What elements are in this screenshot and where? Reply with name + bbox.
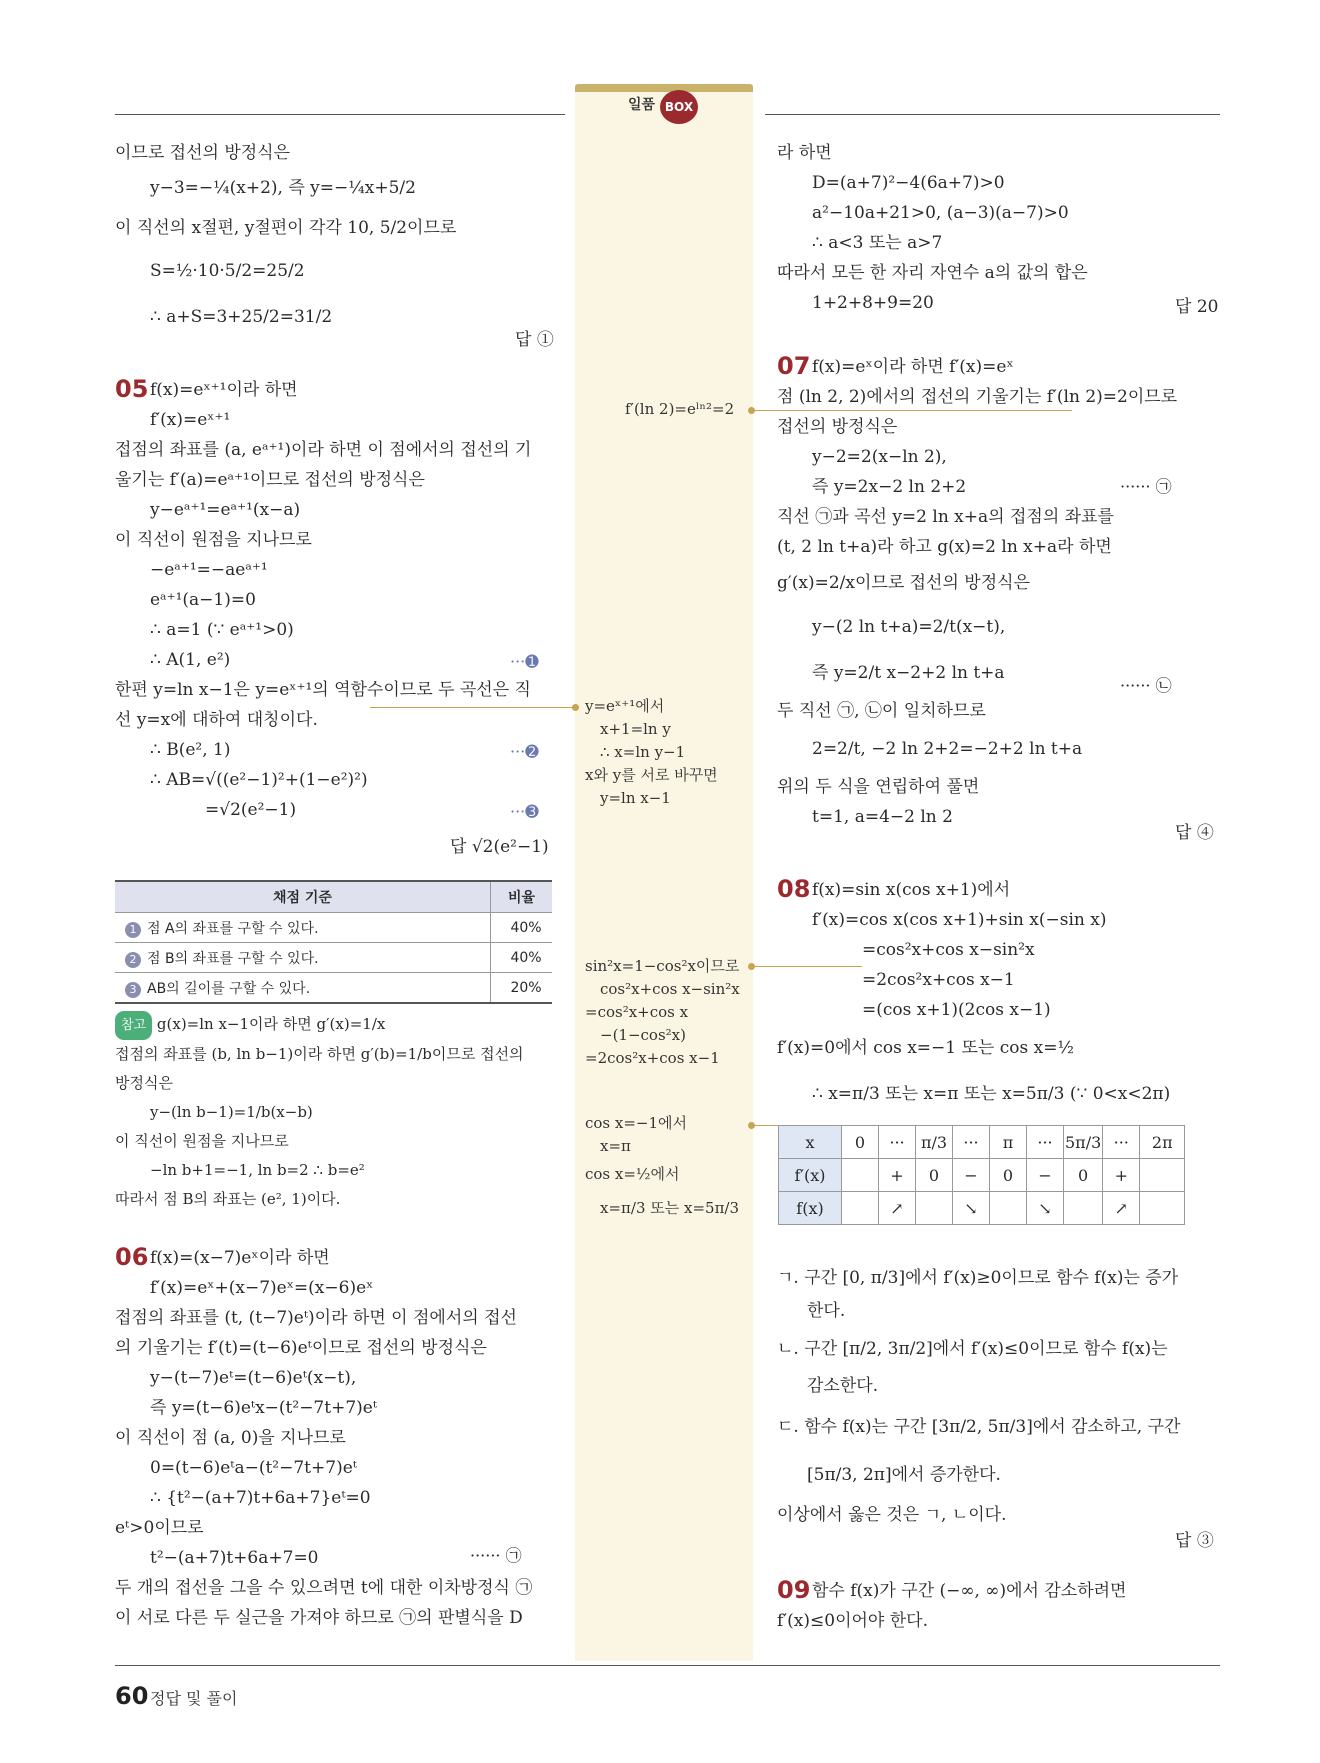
leader-line — [370, 707, 574, 708]
side-note-line: f′(ln 2)=eˡⁿ²=2 — [625, 400, 735, 418]
text-line: f(x)=eˣ이라 하면 f′(x)=eˣ — [812, 357, 1014, 377]
problem-number-09: 09 — [777, 1576, 811, 1604]
left-column — [115, 138, 560, 340]
table-cell: ↗ — [1103, 1192, 1140, 1225]
answer-08: 답 ③ — [1175, 1531, 1214, 1551]
table-cell: 0 — [842, 1126, 879, 1159]
text-line: 함수 f(x)가 구간 (−∞, ∞)에서 감소하려면 — [812, 1581, 1127, 1601]
text-line: ㄷ. 함수 f(x)는 구간 [3π/2, 5π/3]에서 감소하고, 구간 — [777, 1417, 1181, 1437]
top-rule-left — [115, 114, 565, 115]
equation: =√2(e²−1) — [205, 800, 297, 820]
equation: t²−(a+7)t+6a+7=0 — [150, 1548, 319, 1568]
note-line: −ln b+1=−1, ln b=2 ∴ b=e² — [150, 1161, 365, 1179]
ratio-cell: 20% — [491, 973, 553, 1004]
problem-05-body — [115, 375, 565, 825]
problem-07-body — [777, 352, 1222, 832]
problem-06-body — [115, 1243, 565, 1633]
equation: ∴ AB=√((e²−1)²+(1−e²)²) — [150, 770, 368, 790]
equation: =2cos²x+cos x−1 — [862, 970, 1015, 990]
step-number-icon: 2 — [125, 952, 141, 968]
table-row — [779, 1126, 1185, 1159]
text-line: 이므로 접선의 방정식은 — [115, 143, 291, 163]
equation: 즉 y=(t−6)eᵗx−(t²−7t+7)eᵗ — [150, 1398, 378, 1418]
step-mark-3: ···➌ — [510, 802, 539, 821]
step-number-icon: 1 — [125, 922, 141, 938]
problem-number-06: 06 — [115, 1243, 149, 1271]
text-line: 접점의 좌표를 (t, (t−7)eᵗ)이라 하면 이 점에서의 접선 — [115, 1308, 517, 1328]
sign-table — [778, 1125, 1185, 1225]
table-cell: π/3 — [916, 1126, 953, 1159]
criteria-text: 점 A의 좌표를 구할 수 있다. — [147, 920, 319, 937]
table-row — [115, 913, 552, 943]
side-note-line: x와 y를 서로 바꾸면 — [585, 766, 718, 784]
equation-marker: ······ ㉡ — [1120, 676, 1172, 695]
problem-number-05: 05 — [115, 375, 149, 403]
table-cell: x — [779, 1126, 842, 1159]
equation: D=(a+7)²−4(6a+7)>0 — [812, 173, 1005, 193]
table-cell: 0 — [990, 1159, 1027, 1192]
equation: =(cos x+1)(2cos x−1) — [862, 1000, 1051, 1020]
text-line: 따라서 모든 한 자리 자연수 a의 값의 합은 — [777, 263, 1088, 283]
equation: y−(t−7)eᵗ=(t−6)eᵗ(x−t), — [150, 1368, 357, 1388]
table-cell — [916, 1192, 953, 1225]
problem-08-conclusion — [777, 1262, 1222, 1532]
sidebar-strip-top — [575, 84, 753, 92]
table-cell — [1064, 1192, 1103, 1225]
equation: =cos²x+cos x−sin²x — [862, 940, 1035, 960]
text-line: f′(x)≤0이어야 한다. — [777, 1611, 928, 1631]
answer-06: 답 20 — [1175, 297, 1219, 317]
text-line: 접선의 방정식은 — [777, 417, 898, 437]
table-cell — [990, 1192, 1027, 1225]
text-line: 이 직선의 x절편, y절편이 각각 10, 5/2이므로 — [115, 218, 457, 238]
equation: S=½·10·5/2=25/2 — [150, 261, 305, 281]
side-note-line: ∴ x=ln y−1 — [600, 743, 686, 761]
table-row — [115, 973, 552, 1004]
note-line: 방정식은 — [115, 1074, 173, 1092]
table-cell: 0 — [1064, 1159, 1103, 1192]
ratio-cell: 40% — [491, 913, 553, 943]
criteria-text: AB의 길이를 구할 수 있다. — [147, 980, 311, 997]
equation: ∴ {t²−(a+7)t+6a+7}eᵗ=0 — [150, 1488, 371, 1508]
side-note-line: x+1=ln y — [600, 720, 671, 738]
answer-05: 답 √2(e²−1) — [450, 837, 549, 857]
text-line: 이 직선이 원점을 지나므로 — [115, 530, 312, 550]
right-top — [777, 138, 1217, 318]
grading-header-criteria: 채점 기준 — [115, 881, 491, 913]
footer-title: 정답 및 풀이 — [150, 1689, 238, 1708]
equation: 0=(t−6)eᵗa−(t²−7t+7)eᵗ — [150, 1458, 357, 1478]
equation: 즉 y=2x−2 ln 2+2 — [812, 477, 967, 497]
table-row — [115, 943, 552, 973]
sidebar-strip — [575, 86, 753, 1661]
text-line: (t, 2 ln t+a)라 하고 g(x)=2 ln x+a라 하면 — [777, 537, 1112, 557]
text-line: 한다. — [807, 1301, 846, 1321]
equation: −eᵃ⁺¹=−aeᵃ⁺¹ — [150, 560, 268, 580]
table-cell: ↘ — [1027, 1192, 1064, 1225]
table-cell: − — [1027, 1159, 1064, 1192]
equation: t=1, a=4−2 ln 2 — [812, 807, 953, 827]
table-cell — [842, 1159, 879, 1192]
equation: a²−10a+21>0, (a−3)(a−7)>0 — [812, 203, 1069, 223]
note-line: 따라서 점 B의 좌표는 (e², 1)이다. — [115, 1190, 341, 1208]
text-line: f′(x)=0에서 cos x=−1 또는 cos x=½ — [777, 1038, 1074, 1058]
table-cell: ··· — [1103, 1126, 1140, 1159]
text-line: ㄴ. 구간 [π/2, 3π/2]에서 f′(x)≤0이므로 함수 f(x)는 — [777, 1339, 1168, 1359]
table-row — [779, 1192, 1185, 1225]
equation: y−2=2(x−ln 2), — [812, 447, 947, 467]
equation: f′(x)=eˣ+(x−7)eˣ=(x−6)eˣ — [150, 1278, 374, 1298]
equation: ∴ B(e², 1) — [150, 740, 231, 760]
problem-number-07: 07 — [777, 352, 811, 380]
step-mark-2: ···➋ — [510, 742, 539, 761]
text-line: f(x)=sin x(cos x+1)에서 — [812, 880, 1011, 900]
text-line: 두 개의 접선을 그을 수 있으려면 t에 대한 이차방정식 ㉠ — [115, 1578, 533, 1598]
table-cell: 5π/3 — [1064, 1126, 1103, 1159]
side-note-line: cos x=½에서 — [585, 1165, 680, 1183]
table-cell — [1140, 1159, 1185, 1192]
side-note-line: =cos²x+cos x — [585, 1003, 689, 1021]
text-line: 라 하면 — [777, 143, 832, 163]
text-line: 이 직선이 점 (a, 0)을 지나므로 — [115, 1428, 346, 1448]
text-line: ㄱ. 구간 [0, π/3]에서 f′(x)≥0이므로 함수 f(x)는 증가 — [777, 1268, 1179, 1288]
table-cell: ↘ — [953, 1192, 990, 1225]
note-line: 접점의 좌표를 (b, ln b−1)이라 하면 g′(b)=1/b이므로 접선의 — [115, 1045, 524, 1063]
bottom-rule — [115, 1665, 1220, 1666]
text-line: 감소한다. — [807, 1376, 879, 1396]
equation: ∴ a<3 또는 a>7 — [812, 233, 943, 253]
ratio-cell: 40% — [491, 943, 553, 973]
equation: 1+2+8+9=20 — [812, 293, 934, 313]
side-note-line: x=π — [600, 1137, 631, 1155]
equation-marker: ······ ㉠ — [470, 1546, 522, 1565]
equation: ∴ A(1, e²) — [150, 650, 231, 670]
note-line: g(x)=ln x−1이라 하면 g′(x)=1/x — [156, 1015, 386, 1033]
header-badge: BOX — [660, 90, 698, 124]
step-number-icon: 3 — [125, 982, 141, 998]
grading-table — [115, 880, 552, 1004]
text-line: g′(x)=2/x이므로 접선의 방정식은 — [777, 573, 1030, 593]
table-cell: f(x) — [779, 1192, 842, 1225]
text-line: 이상에서 옳은 것은 ㄱ, ㄴ이다. — [777, 1505, 1007, 1525]
side-note-line: sin²x=1−cos²x이므로 — [585, 957, 740, 975]
equation: 즉 y=2/t x−2+2 ln t+a — [812, 663, 1005, 683]
text-line: 두 직선 ㉠, ㉡이 일치하므로 — [777, 701, 986, 721]
table-cell: ↗ — [879, 1192, 916, 1225]
text-line: 한편 y=ln x−1은 y=eˣ⁺¹의 역함수이므로 두 곡선은 직 — [115, 680, 531, 700]
table-cell: + — [1103, 1159, 1140, 1192]
text-line: 의 기울기는 f′(t)=(t−6)eᵗ이므로 접선의 방정식은 — [115, 1338, 487, 1358]
equation: y−eᵃ⁺¹=eᵃ⁺¹(x−a) — [150, 500, 301, 520]
table-cell: ··· — [1027, 1126, 1064, 1159]
page-number: 60 — [115, 1682, 149, 1710]
note-line: y−(ln b−1)=1/b(x−b) — [150, 1103, 313, 1121]
step-mark-1: ···➊ — [510, 652, 539, 671]
side-note-line: =2cos²x+cos x−1 — [585, 1049, 720, 1067]
text-line: 접점의 좌표를 (a, eᵃ⁺¹)이라 하면 이 점에서의 접선의 기 — [115, 440, 532, 460]
side-note-2 — [585, 695, 718, 810]
table-cell: ··· — [953, 1126, 990, 1159]
side-note-line: −(1−cos²x) — [600, 1026, 686, 1044]
text-line: 선 y=x에 대하여 대칭이다. — [115, 710, 318, 730]
side-note-line: cos²x+cos x−sin²x — [600, 980, 740, 998]
table-cell: 2π — [1140, 1126, 1185, 1159]
text-line: [5π/3, 2π]에서 증가한다. — [807, 1465, 1001, 1485]
side-note-4 — [585, 1112, 739, 1226]
side-note-line: x=π/3 또는 x=5π/3 — [600, 1199, 740, 1217]
side-note-3 — [585, 955, 740, 1070]
table-cell: π — [990, 1126, 1027, 1159]
text-line: f(x)=eˣ⁺¹이라 하면 — [150, 380, 298, 400]
equation: ∴ x=π/3 또는 x=π 또는 x=5π/3 (∵ 0<x<2π) — [812, 1084, 1171, 1104]
table-cell: f′(x) — [779, 1159, 842, 1192]
equation: y−3=−¼(x+2), 즉 y=−¼x+5/2 — [150, 178, 416, 198]
top-rule-right — [765, 114, 1220, 115]
table-cell: + — [879, 1159, 916, 1192]
equation: ∴ a+S=3+25/2=31/2 — [150, 307, 333, 327]
text-line: 직선 ㉠과 곡선 y=2 ln x+a의 접점의 좌표를 — [777, 507, 1114, 527]
equation: eᵃ⁺¹(a−1)=0 — [150, 590, 256, 610]
note-badge: 참고 — [115, 1011, 152, 1040]
side-note-line: cos x=−1에서 — [585, 1114, 688, 1132]
text-line: f(x)=(x−7)eˣ이라 하면 — [150, 1248, 330, 1268]
equation: ∴ a=1 (∵ eᵃ⁺¹>0) — [150, 620, 294, 640]
table-cell: 0 — [916, 1159, 953, 1192]
grading-header-ratio: 비율 — [491, 881, 553, 913]
text-line: 이 서로 다른 두 실근을 가져야 하므로 ㉠의 판별식을 D — [115, 1608, 523, 1628]
problem-number-08: 08 — [777, 875, 811, 903]
side-note-line: y=eˣ⁺¹에서 — [585, 697, 665, 715]
text-line: eᵗ>0이므로 — [115, 1518, 204, 1538]
table-cell — [842, 1192, 879, 1225]
answer-05-prev: 답 ① — [515, 330, 554, 350]
note-box — [115, 1010, 565, 1214]
table-cell: − — [953, 1159, 990, 1192]
header-label: 일품 — [628, 97, 656, 113]
text-line: 위의 두 식을 연립하여 풀면 — [777, 777, 980, 797]
criteria-text: 점 B의 좌표를 구할 수 있다. — [147, 950, 319, 967]
equation: f′(x)=eˣ⁺¹ — [150, 410, 231, 430]
text-line: 점 (ln 2, 2)에서의 접선의 기울기는 f′(ln 2)=2이므로 — [777, 387, 1178, 407]
equation: f′(x)=cos x(cos x+1)+sin x(−sin x) — [812, 910, 1107, 930]
side-note-1 — [625, 398, 734, 421]
text-line: 울기는 f′(a)=eᵃ⁺¹이므로 접선의 방정식은 — [115, 470, 425, 490]
table-row — [779, 1159, 1185, 1192]
problem-08-body — [777, 875, 1222, 1117]
equation: y−(2 ln t+a)=2/t(x−t), — [812, 617, 1006, 637]
equation-marker: ······ ㉠ — [1120, 477, 1172, 496]
answer-07: 답 ④ — [1175, 823, 1214, 843]
table-cell — [1140, 1192, 1185, 1225]
equation: 2=2/t, −2 ln 2+2=−2+2 ln t+a — [812, 739, 1083, 759]
side-note-line: y=ln x−1 — [600, 789, 671, 807]
problem-09-body — [777, 1576, 1222, 1636]
table-cell: ··· — [879, 1126, 916, 1159]
note-line: 이 직선이 원점을 지나므로 — [115, 1132, 289, 1150]
